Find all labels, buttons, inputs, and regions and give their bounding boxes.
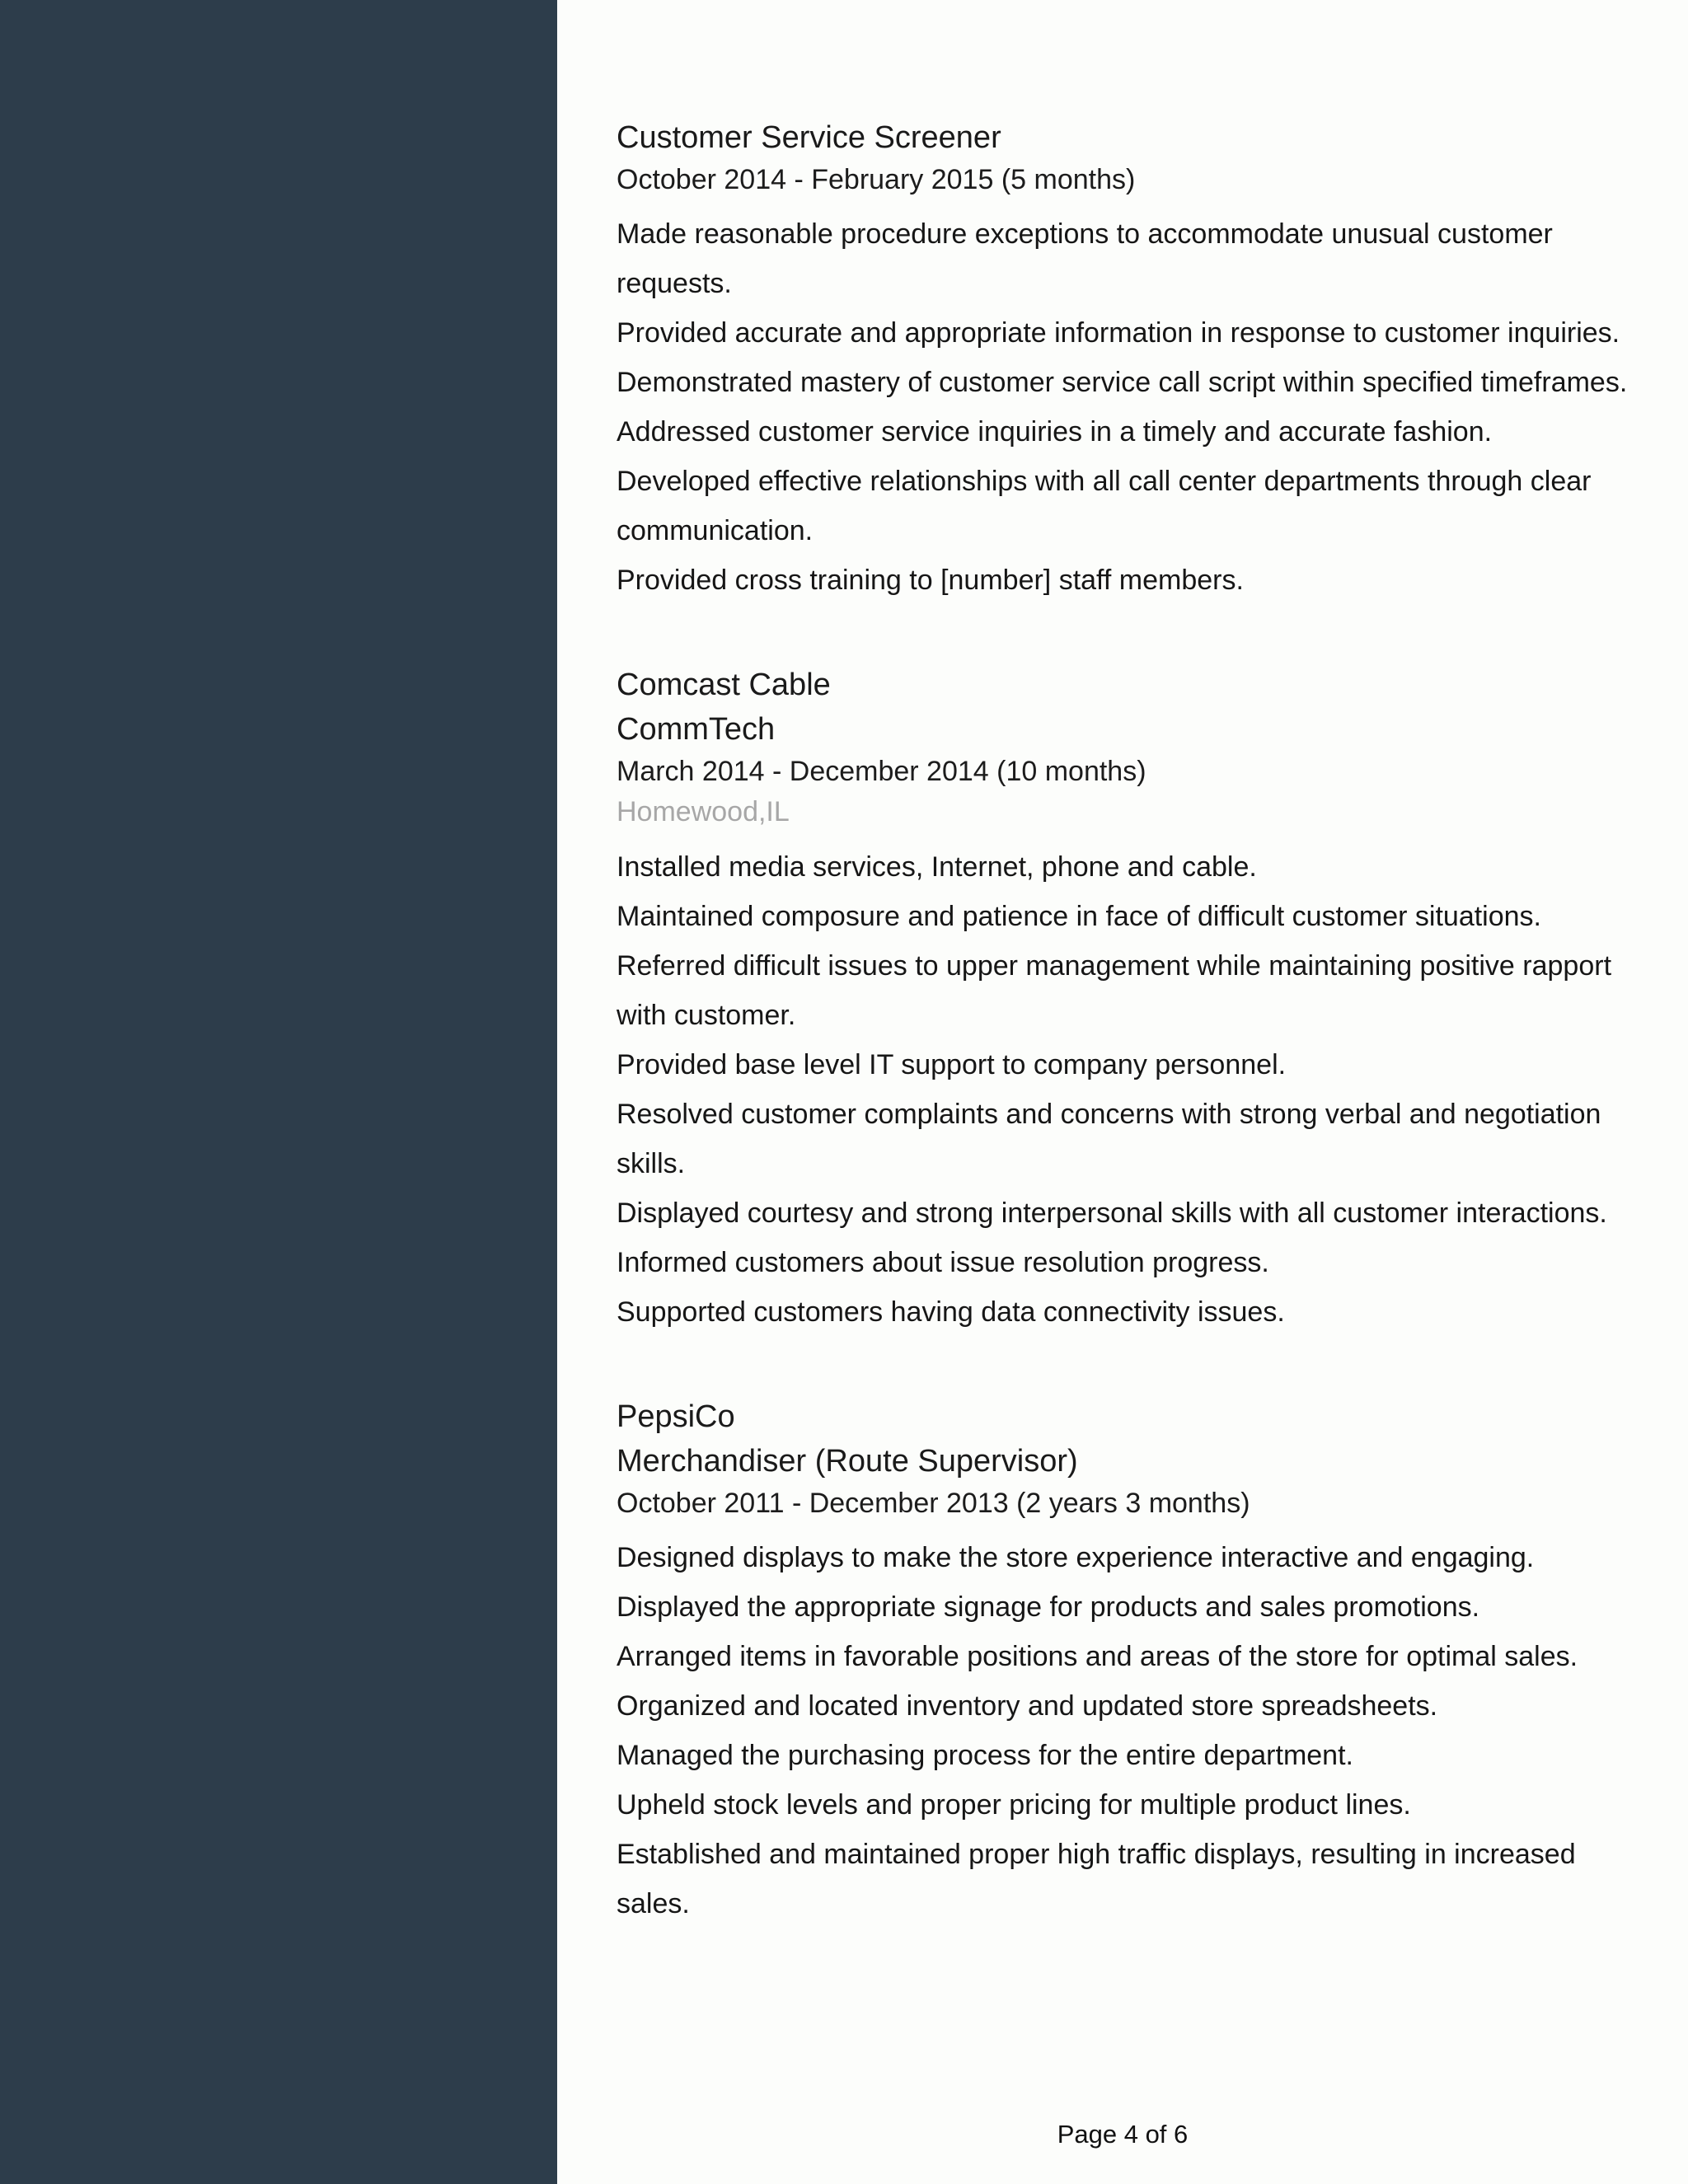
job-bullet: Designed displays to make the store experience interactive and engaging. [617,1542,1535,1573]
job-bullet: Organized and located inventory and updated store spreadsheets. [617,1690,1438,1722]
sidebar-panel [0,0,557,2184]
job-entry-pepsico [617,1394,1655,1929]
job-bullet: Maintained composure and patience in face of difficult customer situations. [617,901,1541,932]
job-bullet: Demonstrated mastery of customer service call script within specified timeframes. [617,367,1628,398]
job-dates: October 2011 - December 2013 (2 years 3 months) [617,1488,1250,1519]
job-entry-customer-service-screener [617,115,1655,605]
job-bullets [617,1533,1655,1929]
job-bullet: Provided base level IT support to company personnel. [617,1049,1287,1080]
job-bullet: Displayed the appropriate signage for products and sales promotions. [617,1591,1480,1623]
job-bullet: Provided cross training to [number] staff members. [617,565,1244,596]
job-bullet: Established and maintained proper high traffic displays, resulting in increased sales. [617,1839,1576,1919]
company-name: PepsiCo [617,1399,735,1434]
job-location: Homewood,IL [617,796,790,827]
job-bullet: Addressed customer service inquiries in a timely and accurate fashion. [617,416,1493,448]
job-bullet: Displayed courtesy and strong interpersonal skills with all customer interactions. [617,1197,1607,1229]
job-bullet: Informed customers about issue resolution progress. [617,1247,1269,1278]
job-dates: March 2014 - December 2014 (10 months) [617,756,1146,787]
job-bullet: Installed media services, Internet, phone and cable. [617,851,1257,883]
job-dates: October 2014 - February 2015 (5 months) [617,164,1136,195]
experience-section [617,115,1655,1986]
job-title: Customer Service Screener [617,120,1001,155]
job-entry-comcast [617,663,1655,1337]
job-bullet: Upheld stock levels and proper pricing for multiple product lines. [617,1789,1411,1821]
page-number: Page 4 of 6 [1057,2120,1189,2149]
job-bullet: Referred difficult issues to upper management while maintaining positive rapport with customer. [617,950,1612,1031]
job-bullet: Developed effective relationships with all call center departments through clear communication. [617,466,1592,546]
job-title: CommTech [617,712,776,747]
job-title: Merchandiser (Route Supervisor) [617,1444,1078,1479]
job-bullet: Provided accurate and appropriate information in response to customer inquiries. [617,317,1620,349]
job-bullet: Arranged items in favorable positions and areas of the store for optimal sales. [617,1641,1578,1672]
job-bullets [617,209,1655,605]
job-bullets [617,842,1655,1337]
job-bullet: Managed the purchasing process for the entire department. [617,1740,1353,1771]
company-name: Comcast Cable [617,668,831,702]
job-bullet: Made reasonable procedure exceptions to accommodate unusual customer requests. [617,218,1553,299]
job-bullet: Resolved customer complaints and concerns with strong verbal and negotiation skills. [617,1099,1601,1179]
job-bullet: Supported customers having data connectivity issues. [617,1296,1285,1328]
